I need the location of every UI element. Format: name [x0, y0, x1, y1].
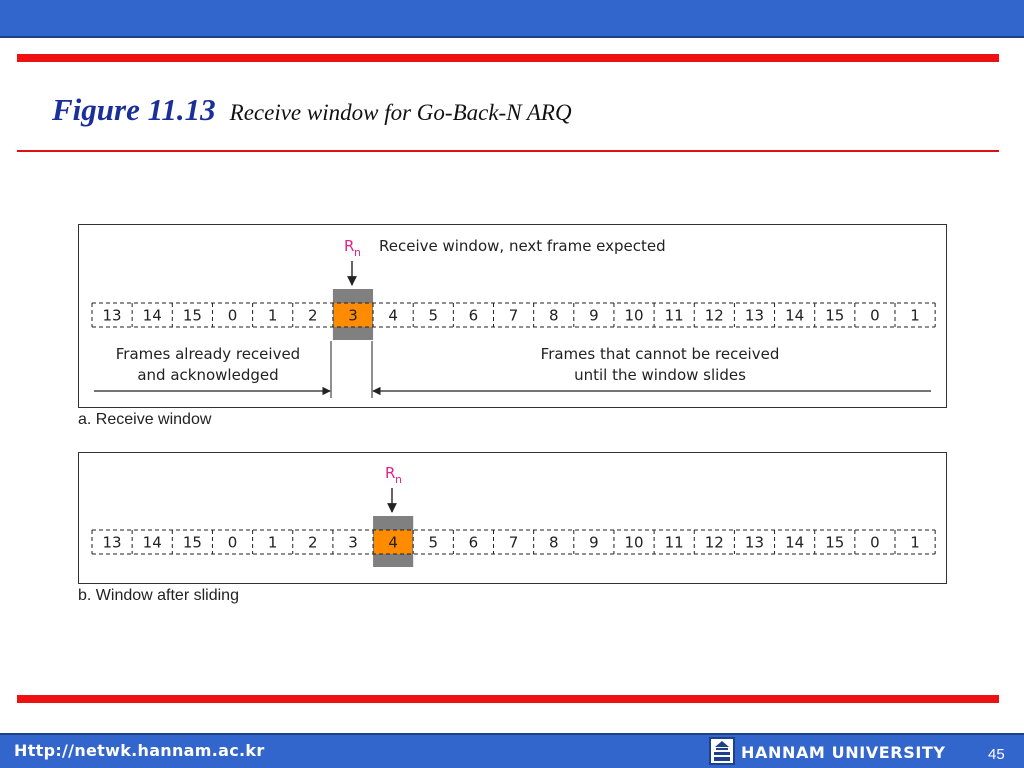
rn-caption: Receive window, next frame expected: [379, 237, 666, 255]
frame-number-16: 13: [744, 306, 765, 325]
frame-number-2: 15: [182, 533, 202, 552]
frame-number-15: 12: [704, 533, 724, 552]
rn-symbol-b: R: [385, 464, 396, 482]
rn-pointer-b: [385, 464, 402, 512]
frame-number-10: 7: [508, 533, 519, 552]
rn-subscript-a: n: [354, 246, 361, 259]
panel-a-diagram: [92, 237, 935, 398]
frame-number-9: 6: [468, 306, 479, 325]
frame-number-5: 2: [308, 533, 318, 552]
frame-number-6: 3: [348, 533, 358, 552]
frame-number-19: 0: [870, 306, 880, 325]
frame-number-4: 1: [267, 306, 278, 325]
right-label-line-2: until the window slides: [574, 366, 746, 384]
frame-number-9: 6: [468, 533, 479, 552]
frame-number-14: 11: [664, 533, 684, 552]
rn-pointer-a: [344, 237, 361, 285]
frame-number-13: 10: [624, 306, 644, 325]
page-number: 45: [988, 746, 1005, 763]
frame-number-20: 1: [910, 306, 920, 325]
rn-subscript-b: n: [395, 473, 402, 486]
figure-number: Figure 11.13: [52, 92, 216, 127]
panel-a-frame-sequence: [92, 303, 935, 327]
panel-b-label: b. Window after sliding: [78, 587, 239, 604]
frame-number-2: 15: [182, 306, 202, 325]
footer-url-link[interactable]: Http://netwk.hannam.ac.kr: [14, 741, 265, 760]
figure-caption: Receive window for Go-Back-N ARQ: [229, 100, 572, 125]
frame-number-15: 12: [704, 306, 724, 325]
frame-number-18: 15: [825, 306, 845, 325]
left-label-line-1: Frames already received: [115, 345, 301, 363]
left-label-line-2: and acknowledged: [137, 366, 279, 384]
frame-number-19: 0: [870, 533, 880, 552]
hannam-logo-icon: [709, 737, 735, 765]
frame-number-8: 5: [428, 533, 439, 552]
frame-number-20: 1: [910, 533, 920, 552]
frame-number-10: 7: [508, 306, 519, 325]
frame-number-4: 1: [267, 533, 278, 552]
rn-symbol-a: R: [344, 237, 355, 255]
bottom-red-rule: [17, 695, 999, 703]
panel-a-label: a. Receive window: [78, 411, 212, 428]
frame-number-6: 3: [348, 306, 358, 325]
frame-number-0: 13: [102, 306, 122, 325]
frame-number-11: 8: [548, 306, 559, 325]
frame-number-5: 2: [308, 306, 318, 325]
frame-number-1: 14: [142, 533, 162, 552]
panel-b-frame-sequence: [92, 530, 935, 554]
footer-university-name: HANNAM UNIVERSITY: [741, 743, 946, 762]
frame-number-8: 5: [428, 306, 439, 325]
frame-number-13: 10: [624, 533, 644, 552]
frame-number-14: 11: [664, 306, 684, 325]
frame-number-12: 9: [589, 306, 599, 325]
frame-number-3: 0: [227, 306, 238, 325]
panel-b-diagram: [92, 464, 935, 567]
frame-number-1: 14: [142, 306, 162, 325]
frame-number-11: 8: [548, 533, 559, 552]
frame-number-7: 4: [388, 306, 398, 325]
frame-number-3: 0: [227, 533, 238, 552]
right-label-line-1: Frames that cannot be received: [540, 345, 780, 363]
frame-number-16: 13: [744, 533, 765, 552]
frame-number-0: 13: [102, 533, 122, 552]
frame-number-7: 4: [388, 533, 398, 552]
frame-number-12: 9: [589, 533, 599, 552]
frame-number-17: 14: [785, 533, 805, 552]
frame-number-18: 15: [825, 533, 845, 552]
frame-number-17: 14: [785, 306, 805, 325]
